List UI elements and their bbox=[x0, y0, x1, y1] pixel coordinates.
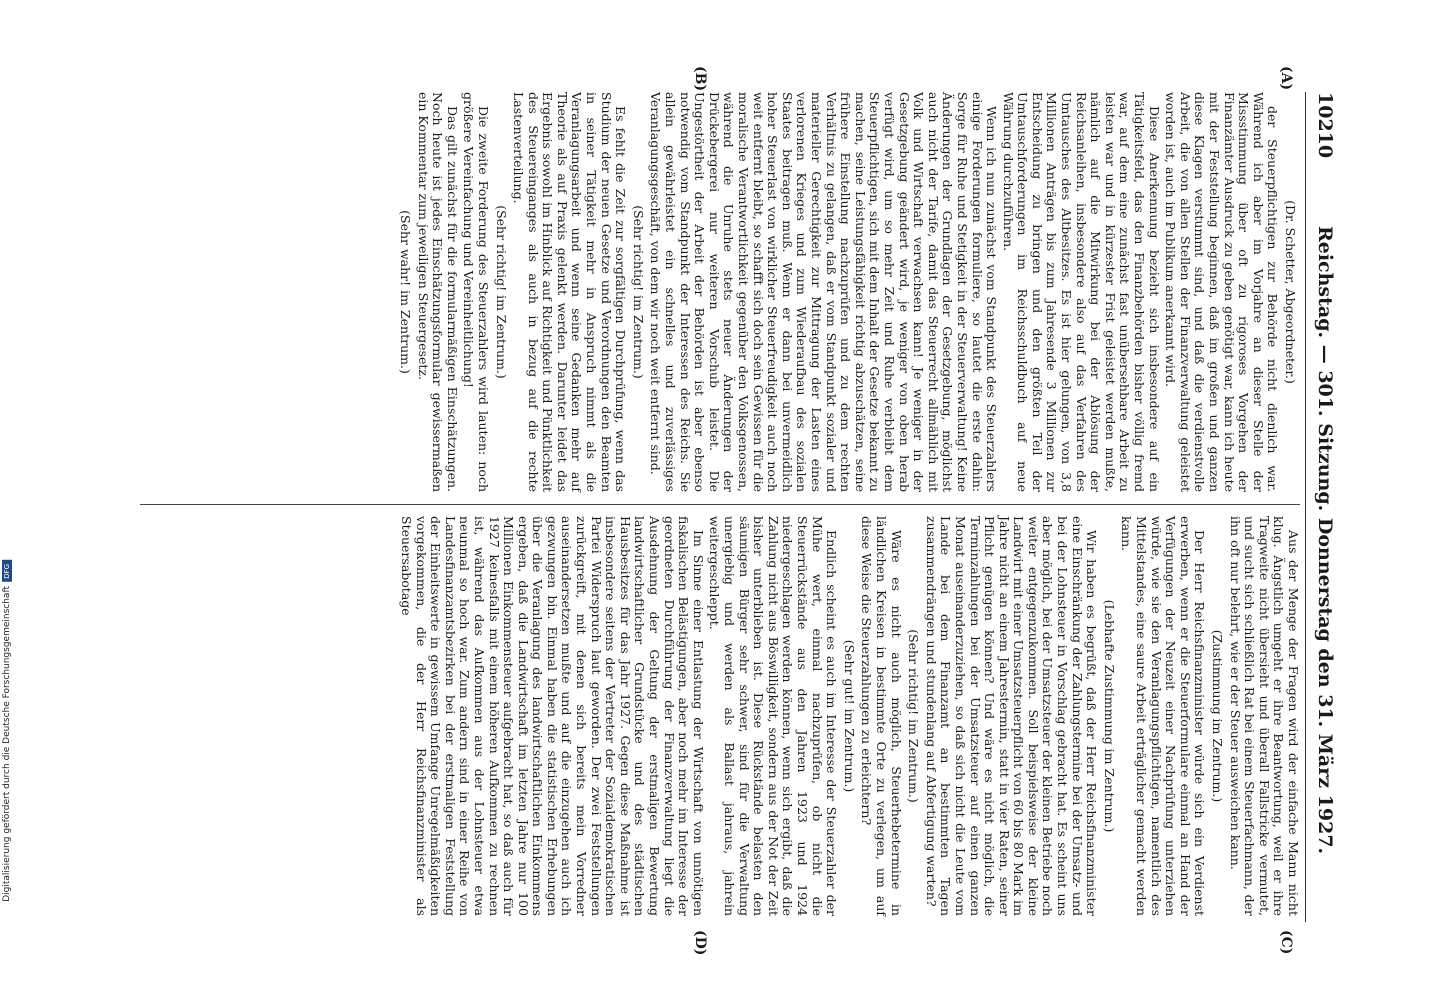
paragraph: (Zustimmung im Zentrum.) bbox=[1210, 629, 1226, 803]
rotated-page-content bbox=[120, 66, 1340, 956]
paragraph: (Sehr richtig! im Zentrum.) bbox=[493, 205, 509, 379]
paragraph: Es fehlt die Zeit zur sorgfältigen Durchprüfung, wenn das Studium der neuen Gesetze und Verordnungen den Beamten in seiner Tätigkeit mehr in Anspruch nimmt als die Veranlagungsarbeit und wenn seine Gedanken mehr auf Theorie als auf Praxis gelenkt werden. Darunter leidet das Ergebnis sowohl im Hinblick auf Richtigkeit und Pünktlichkeit des Steuereinganges als auch in bezug auf die rechte Lastenverteilung. bbox=[511, 92, 629, 492]
margin-marker-a: (A) bbox=[1278, 66, 1294, 91]
paragraph: (Dr. Schetter, Abgeordneter.) bbox=[1283, 200, 1298, 384]
paragraph: Wenn ich nun zunächst vom Standpunkt des Steuerzahlers einige Forderungen formuliere, so lautet die erste dahin: Sorge für Ruhe und Stetigkeit in der Steuerverwaltung! Keine Änderungen der Grundlagen der Gesetzgebung, möglichst auch nicht der Tarife, damit das Steuerrecht allmählich mit Volk und Wirtschaft verwachsen kann! Je weniger in der Gesetzgebung geändert wird, je weniger von oben herab verfügt wird, um so mehr Zeit und Ruhe verbleibt dem Steuerpflichtigen, sich mit dem Inhalt der Gesetze bekannt zu machen, seine Leistungsfähigkeit richtig abzuschätzen, seine frühere Einstellung nachzuprüfen und zu dem rechten Verhältnis zu gelangen, daß er vom Standpunkt sozialer und materieller Gerechtigkeit zur Mittragung der Lasten eines verlorenen Krieges und zum Wiederaufbau des sozialen Staates beitragen muß. Wenn er dann bei unvermeidlich hoher Steuerlast von wirklicher Steuerfreudigkeit auch noch weit entfernt bleibt, so schafft sich doch sein Gewissen für die moralische Verantwortlichkeit gegenüber den Volksgenossen, während die Unruhe stets neuer Änderungen der Drückebergerei nur weiteren Vorschub leistet. Die Ungestörtheit der Arbeit der Behörden ist aber ebenso notwendig vom Standpunkt der Interessen des Reichs. Sie allein gewährleistet ein schnelles und zuverlässiges Veranlagungsgeschäft, von dem wir noch weit entfernt sind. bbox=[648, 92, 1000, 492]
paragraph: Der Herr Reichsfinanzminister würde sich ein Verdienst erwerben, wenn er die Steuerformulare einmal an Hand der Verfügungen der Neuzeit einer Nachprüfung unterziehen würde, wie sie den Veranlagungspflichtigen, namentlich des Mittelstandes, eine saure Arbeit erträglicher gemacht werden kann. bbox=[1119, 516, 1208, 916]
paragraph: Die zweite Forderung des Steuerzahlers wird lauten: noch größere Vereinfachung und Vereinheitlichung! bbox=[461, 92, 491, 492]
margin-marker-c: (C) bbox=[1278, 930, 1294, 955]
paragraph: Endlich scheint es auch im Interesse der Steuerzahler der Mühe wert, einmal nachzuprüfen, ob nicht die Steuerrückstände aus den Jahren 1923 und 1924 niedergeschlagen werden können, wenn sich ergibt, daß die Zahlung nicht aus Böswilligkeit, sondern aus der Not der Zeit bisher unterblieben ist. Diese Rückstände belasten den säumigen Bürger sehr schwer, sind für die Verwaltung unergiebig und werden als Ballast jahraus, jahrein weitergeschleppt. bbox=[707, 516, 840, 916]
paragraph: der Steuerpflichtigen zur Behörde nicht dienlich war. Während ich aber im Vorjahre an dieser Stelle der Missstimmung über oft zu rigoroses Vorgehen der Finanzämter Ausdruck zu geben genötigt war, kann ich heute mit der Feststellung beginnen, daß im großen und ganzen diese Klagen verstummt sind, und daß die verdienstvolle Arbeit, die von allen Stellen der Finanzverwaltung geleistet worden ist, auch im Publikum anerkannt wird. bbox=[1163, 92, 1281, 492]
paragraph: Das gilt zunächst für die formularmäßigen Einschätzungen. Noch heute ist jedes Einschätzungsformular gewissermaßen ein Kommentar zum jeweiligen Steuergesetz. bbox=[415, 92, 460, 492]
paragraph: (Sehr gut! im Zentrum.) bbox=[841, 639, 857, 793]
page-title: Reichstag. — 301. Sitzung. Donnerstag den 31. März 1927. bbox=[1314, 225, 1336, 855]
paragraph: Im Sinne einer Entlastung der Wirtschaft von unnötigen fiskalischen Belästigungen, aber noch mehr im Interesse der geordneten Durchführung der Finanzverwaltung liegt die Ausdehnung der Geltung der erstmaligen Bewertung landwirtschaftlicher Grundstücke und des städtischen Hausbesitzes für das Jahr 1927. Gegen diese Maßnahme ist insbesondere seitens der Vertreter der Sozialdemokratischen Partei Widerspruch laut geworden. Der zwei Feststellungen zurückgreift, mit denen sich bereits mein Vorredner auseinandersetzen mußte und auf die einzugehen auch ich gezwungen bin. Einmal haben die statistischen Erhebungen über die Veranlagung des landwirtschaftlichen Einkommens ergeben, daß die Landwirtschaft im letzten Jahre nur 100 Millionen Einkommensteuer aufgebracht hat, so daß auch für 1927 keinesfalls mit einem höheren Aufkommen zu rechnen ist, während das Aufkommen aus der Lohnsteuer etwa neunmal so hoch war. Zum andern sind in einer Reihe von Landesfinanzamtsbezirken bei der erstmaligen Feststellung der Einheitswerte in gewissem Umfange Unregelmäßigkeiten vorgekommen, die der Herr Reichsfinanzminister als Steuersabotage bbox=[398, 516, 706, 916]
paragraph: (Sehr richtig! im Zentrum.) bbox=[906, 629, 922, 803]
page-header bbox=[1310, 92, 1340, 922]
column-separator bbox=[140, 504, 1300, 505]
margin-marker-d: (D) bbox=[692, 930, 708, 956]
paragraph: (Sehr richtig! im Zentrum.) bbox=[630, 205, 646, 379]
paragraph: Wir haben es begrüßt, daß der Herr Reichsfinanzminister eine Einschränkung der Zahlungstermine bei der Umsatz- und bei der Lohnsteuer in Vorschlag gebracht hat. Es scheint uns aber möglich, bei der Umsatzsteuer der kleinen Betriebe noch weiter entgegenzukommen. Soll beispielsweise der kleine Landwirt mit einer Umsatzsteuerpflicht von 60 bis 80 Mark im Jahre nicht an einem Jahrestermin, statt in vier Raten, seiner Pflicht genügen können? Und wäre es nicht möglich, die Terminzahlungen bei der Umsatzsteuer auf einen ganzen Monat auseinanderzuziehen, so daß sich nicht die Leute vom Lande bei dem Finanzamt an bestimmten Tagen zusammendrängen und stundenlang auf Abfertigung warten? bbox=[923, 516, 1100, 916]
paragraph: Wäre es nicht auch möglich, Steuerhebetermine in ländlichen Kreisen in bestimmte Orte zu verlegen, um auf diese Weise die Steuerzahlungen zu erleichtern? bbox=[859, 516, 904, 916]
margin-marker-b: (B) bbox=[692, 66, 708, 92]
right-column bbox=[396, 516, 1300, 916]
paragraph: Diese Anerkennung bezieht sich insbesondere auf ein Tätigkeitsfeld, das den Finanzbehörden bisher völlig fremd war, auf dem eine zunächst fast unübersehbare Arbeit zu leisten war und in kürzester Frist geleistet werden mußte, nämlich auf die Mitwirkung bei der Ablösung der Reichsanleihen, insbesondere also auf das Verfahren des Umtausches des Altbesitzes. Es ist hier gelungen, von 3,8 Millionen Anträgen bis zum Jahresende 3 Millionen zur Entscheidung zu bringen und den größten Teil der Umtauschforderungen im Reichsschuldbuch auf neue Währung durchzuführen. bbox=[1000, 92, 1162, 492]
digitization-note bbox=[2, 560, 12, 902]
left-column bbox=[394, 92, 1300, 492]
header-rule bbox=[1305, 92, 1306, 922]
paragraph: (Sehr wahr! im Zentrum.) bbox=[397, 210, 413, 374]
paragraph: Aus der Menge der Fragen wird der einfache Mann nicht klug. Ängstlich umgeht er ihre Beantwortung, weil er ihre Tragweite nicht übersieht und überall Fallstricke vermutet, und sucht sich schließlich Rat bei einem Steuerfachmann, der ihn oft nur belehrt, wie er der Steuer ausweichen kann. bbox=[1227, 516, 1301, 916]
page-number: 10210 bbox=[1314, 92, 1336, 159]
dfg-logo: DFG bbox=[2, 560, 12, 582]
digitization-text: Digitalisierung gefördert durch die Deutsche Forschungsgemeinschaft bbox=[2, 586, 12, 902]
paragraph: (Lebhafte Zustimmung im Zentrum.) bbox=[1101, 599, 1117, 833]
